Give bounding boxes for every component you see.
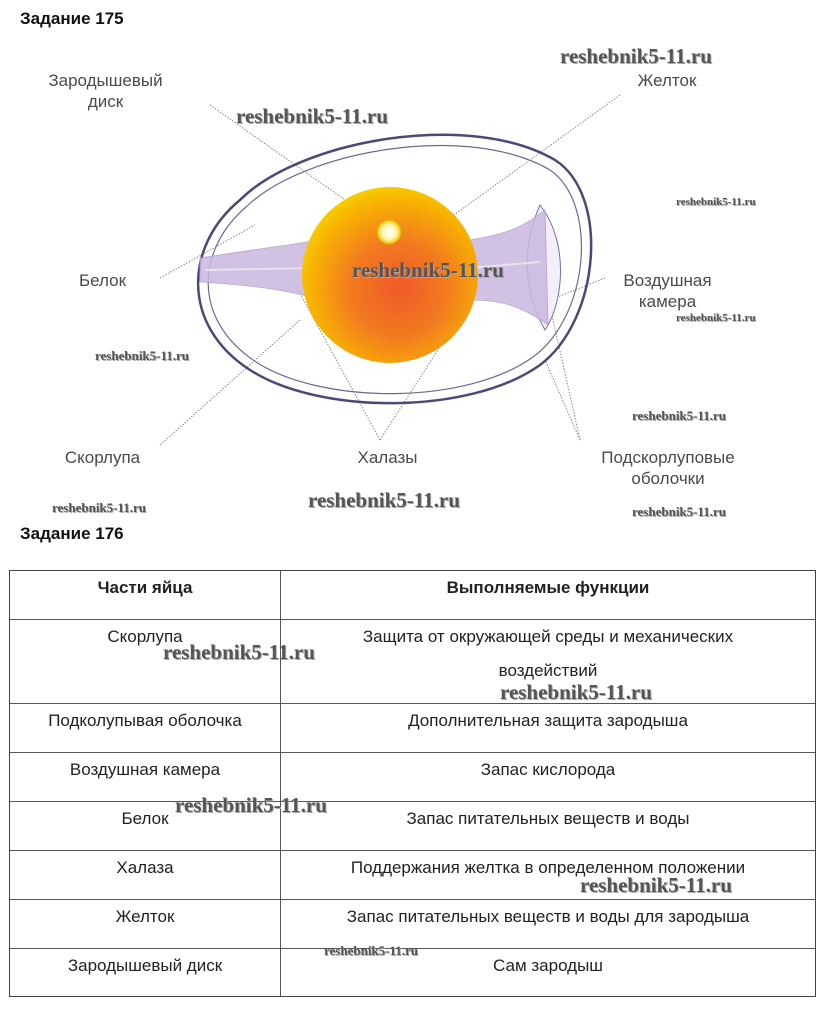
table-row bbox=[10, 900, 815, 949]
watermark: reshebnik5-11.ru bbox=[52, 500, 147, 515]
label-germinal-disc bbox=[28, 70, 183, 112]
table-row bbox=[10, 620, 815, 704]
header-functions: Выполняемые функции bbox=[446, 578, 650, 597]
cell-part: Зародышевый диск bbox=[10, 949, 281, 996]
watermark: reshebnik5-11.ru bbox=[632, 408, 727, 423]
header-parts: Части яйца bbox=[10, 571, 281, 619]
cell-function: Сам зародыш bbox=[493, 956, 603, 975]
watermark: reshebnik5-11.ru bbox=[632, 504, 727, 519]
watermark: reshebnik5-11.ru bbox=[676, 312, 756, 324]
cell-function: Запас питательных веществ и воды для зародыша bbox=[346, 907, 750, 926]
watermark: reshebnik5-11.ru bbox=[676, 196, 756, 208]
label-air-chamber-line2: камера bbox=[638, 292, 697, 311]
watermark: reshebnik5-11.ru bbox=[560, 44, 712, 68]
task-176-title: Задание 176 bbox=[20, 524, 124, 543]
label-membranes bbox=[578, 447, 758, 489]
label-germinal-disc-line1: Зародышевый bbox=[48, 71, 163, 90]
cell-part: Желток bbox=[10, 900, 281, 948]
task-175-title: Задание 175 bbox=[20, 9, 124, 28]
label-yolk: Желток bbox=[637, 71, 697, 90]
cell-function: Запас питательных веществ и воды bbox=[406, 809, 690, 828]
watermark: reshebnik5-11.ru bbox=[324, 943, 419, 958]
table-header-row bbox=[10, 571, 815, 620]
table-row bbox=[10, 753, 815, 802]
cell-part: Подколупывая оболочка bbox=[10, 704, 281, 752]
cell-function: Запас кислорода bbox=[480, 760, 616, 779]
egg-parts-table bbox=[9, 570, 816, 997]
cell-function: Поддержания желтка в определенном положении bbox=[350, 858, 746, 877]
watermark: reshebnik5-11.ru bbox=[95, 348, 190, 363]
cell-part: Воздушная камера bbox=[10, 753, 281, 801]
label-membranes-line2: оболочки bbox=[631, 469, 705, 488]
watermark: reshebnik5-11.ru bbox=[352, 258, 504, 282]
label-shell: Скорлупа bbox=[64, 448, 141, 467]
label-chalazae: Халазы bbox=[357, 448, 418, 467]
watermark: reshebnik5-11.ru bbox=[236, 104, 388, 128]
label-air-chamber-line1: Воздушная bbox=[623, 271, 712, 290]
label-germinal-disc-line2: диск bbox=[87, 92, 124, 111]
cell-part: Скорлупа bbox=[10, 620, 281, 703]
cell-part: Белок bbox=[10, 802, 281, 850]
watermark: reshebnik5-11.ru bbox=[500, 680, 652, 704]
label-albumen: Белок bbox=[78, 271, 127, 290]
watermark: reshebnik5-11.ru bbox=[580, 873, 732, 897]
cell-function: Дополнительная защита зародыша bbox=[408, 711, 688, 730]
table-row bbox=[10, 802, 815, 851]
germinal-disc bbox=[377, 220, 401, 244]
label-air-chamber bbox=[605, 270, 730, 312]
cell-part: Халаза bbox=[10, 851, 281, 899]
watermark: reshebnik5-11.ru bbox=[308, 488, 460, 512]
cell-function-line1: Защита от окружающей среды и механических bbox=[362, 627, 734, 646]
cell-function-line2: воздействий bbox=[498, 661, 598, 680]
table-row bbox=[10, 704, 815, 753]
label-membranes-line1: Подскорлуповые bbox=[601, 448, 735, 467]
watermark: reshebnik5-11.ru bbox=[175, 793, 327, 817]
watermark: reshebnik5-11.ru bbox=[163, 640, 315, 664]
